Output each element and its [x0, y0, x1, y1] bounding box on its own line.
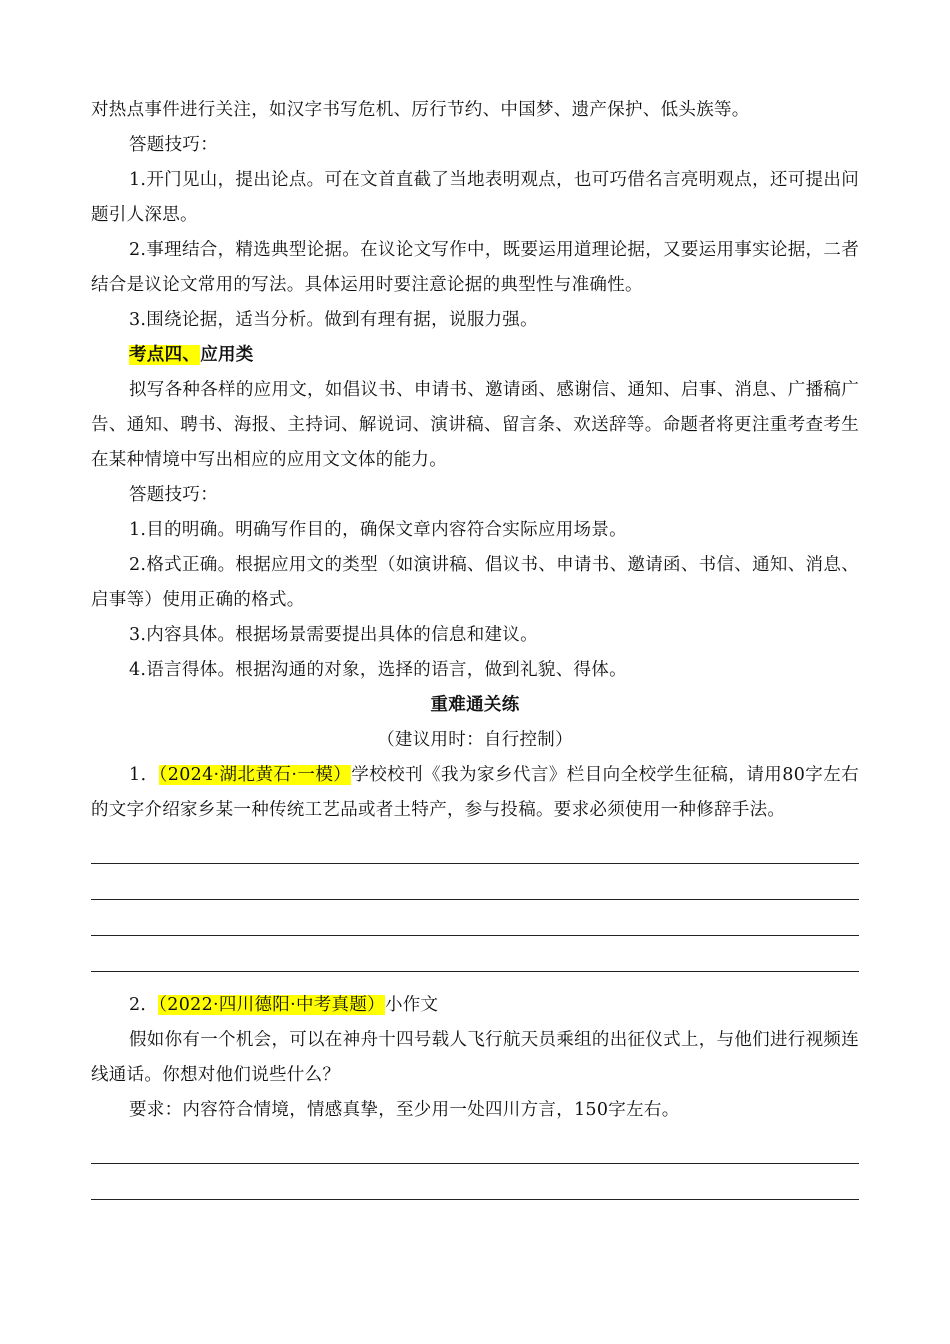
app-tip-1: 1.目的明确。明确写作目的，确保文章内容符合实际应用场景。: [129, 520, 627, 540]
question-1: [91, 758, 859, 828]
skills-label: 答题技巧：: [129, 135, 218, 155]
skill-tip-1: 1.开门见山，提出论点。可在文首直截了当地表明观点，也可巧借名言亮明观点，还可提出问题引人深思。: [91, 170, 859, 225]
section-title: 应用类: [200, 345, 254, 365]
answer-line[interactable]: [91, 1198, 859, 1200]
app-tip-4: 4.语言得体。根据沟通的对象，选择的语言，做到礼貌、得体。: [129, 660, 627, 680]
question-requirement: 要求：内容符合情境，情感真挚，至少用一处四川方言，150字左右。: [129, 1100, 680, 1120]
intro-paragraph: 对热点事件进行关注，如汉字书写危机、厉行节约、中国梦、遗产保护、低头族等。: [91, 100, 750, 120]
practice-subtitle: （建议用时：自行控制）: [377, 730, 573, 750]
app-tip-3: 3.内容具体。根据场景需要提出具体的信息和建议。: [129, 625, 538, 645]
answer-line[interactable]: [91, 898, 859, 900]
question-prompt: 假如你有一个机会，可以在神舟十四号载人飞行航天员乘组的出征仪式上，与他们进行视频连线通话。你想对他们说些什么？: [91, 1030, 859, 1085]
question-number: 1．: [129, 765, 159, 785]
section-number-highlight: 考点四、: [129, 345, 201, 365]
question-source-highlight: （2022·四川德阳·中考真题）: [158, 995, 385, 1015]
question-2: [91, 988, 859, 1023]
skills-label: 答题技巧：: [129, 485, 218, 505]
answer-line[interactable]: [91, 1162, 859, 1164]
question-label: 小作文: [384, 995, 439, 1015]
section-description: 拟写各种各样的应用文，如倡议书、申请书、邀请函、感谢信、通知、启事、消息、广播稿广告、通知、聘书、海报、主持词、解说词、演讲稿、留言条、欢送辞等。命题者将更注重考查考生在某种情境中写出相应的应用文文体的能力。: [91, 380, 859, 470]
question-source-highlight: （2024·湖北黄石·一模）: [158, 765, 352, 785]
answer-line[interactable]: [91, 862, 859, 864]
skill-tip-2: 2.事理结合，精选典型论据。在议论文写作中，既要运用道理论据，又要运用事实论据，二者结合是议论文常用的写法。具体运用时要注意论据的典型性与准确性。: [91, 240, 859, 295]
question-text: 学校校刊《我为家乡代言》栏目向全校学生征稿，请用80字左右的文字介绍家乡某一种传统工艺品或者土特产，参与投稿。要求必须使用一种修辞手法。: [91, 765, 860, 820]
question-number: 2．: [129, 995, 159, 1015]
skill-tip-3: 3.围绕论据，适当分析。做到有理有据，说服力强。: [129, 310, 538, 330]
app-tip-2: 2.格式正确。根据应用文的类型（如演讲稿、倡议书、申请书、邀请函、书信、通知、消息、启事等）使用正确的格式。: [91, 555, 859, 610]
practice-title: 重难通关练: [430, 695, 520, 715]
document-page: [91, 93, 859, 1200]
section-heading: [91, 338, 859, 373]
answer-line[interactable]: [91, 934, 859, 936]
